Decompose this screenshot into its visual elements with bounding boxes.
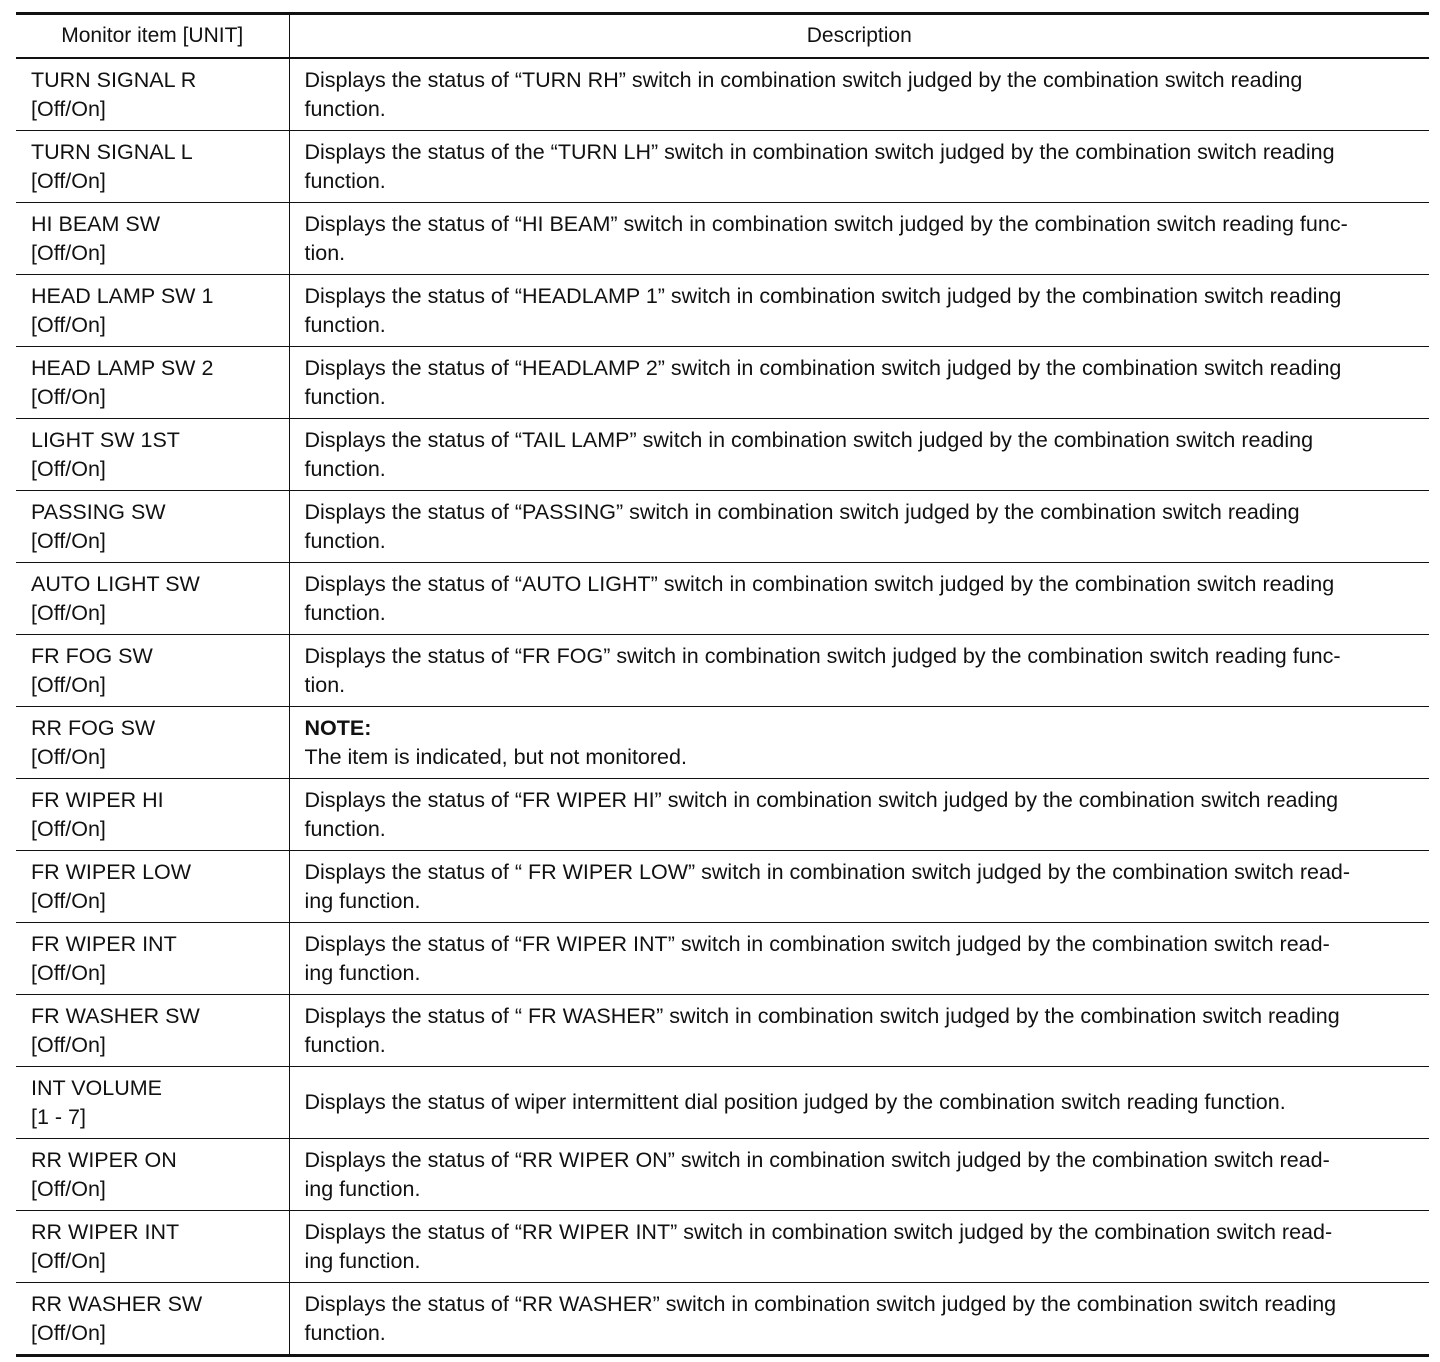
description-text-continued: function. [304, 528, 386, 553]
description-text: Displays the status of “HEADLAMP 2” switch in combination switch judged by the combination switch reading [304, 355, 1342, 380]
monitor-item-cell [16, 1139, 289, 1211]
monitor-item-name: FR WASHER SW [31, 1003, 200, 1028]
description-text: Displays the status of “FR WIPER INT” switch in combination switch judged by the combination switch read- [304, 931, 1330, 956]
monitor-item-name: PASSING SW [31, 499, 166, 524]
description-cell [289, 131, 1429, 203]
table-row [16, 203, 1429, 275]
monitor-item-cell [16, 1211, 289, 1283]
monitor-item-cell [16, 347, 289, 419]
table-row [16, 347, 1429, 419]
description-text-continued: function. [304, 96, 386, 121]
table-row [16, 275, 1429, 347]
description-cell [289, 1139, 1429, 1211]
description-text-continued: function. [304, 1032, 386, 1057]
description-text-continued: function. [304, 168, 386, 193]
monitor-item-unit: [Off/On] [31, 600, 106, 625]
monitor-item-name: FR FOG SW [31, 643, 153, 668]
table-row [16, 851, 1429, 923]
monitor-item-name: AUTO LIGHT SW [31, 571, 200, 596]
description-cell [289, 923, 1429, 995]
description-cell [289, 1067, 1429, 1139]
description-text: Displays the status of “TAIL LAMP” switch in combination switch judged by the combination switch reading [304, 427, 1314, 452]
monitor-item-unit: [Off/On] [31, 960, 106, 985]
monitor-item-name: RR FOG SW [31, 715, 156, 740]
table-header-row [16, 14, 1429, 59]
monitor-item-cell [16, 563, 289, 635]
header-description: Description [289, 14, 1429, 59]
description-text: Displays the status of the “TURN LH” switch in combination switch judged by the combination switch reading [304, 139, 1335, 164]
description-cell [289, 491, 1429, 563]
description-text: Displays the status of “PASSING” switch in combination switch judged by the combination switch reading [304, 499, 1300, 524]
monitor-item-unit: [1 - 7] [31, 1104, 86, 1129]
monitor-item-name: HI BEAM SW [31, 211, 161, 236]
monitor-item-name: RR WIPER INT [31, 1219, 180, 1244]
monitor-item-unit: [Off/On] [31, 240, 106, 265]
description-text: Displays the status of “RR WIPER INT” switch in combination switch judged by the combination switch read- [304, 1219, 1333, 1244]
monitor-item-cell [16, 923, 289, 995]
description-cell [289, 1211, 1429, 1283]
header-monitor-item: Monitor item [UNIT] [16, 14, 289, 59]
description-text-continued: ing function. [304, 1248, 421, 1273]
description-cell [289, 275, 1429, 347]
description-text-continued: tion. [304, 240, 346, 265]
description-text: The item is indicated, but not monitored. [304, 744, 687, 769]
description-text: Displays the status of “RR WASHER” switch in combination switch judged by the combination switch reading [304, 1291, 1337, 1316]
description-cell [289, 419, 1429, 491]
monitor-item-unit: [Off/On] [31, 672, 106, 697]
description-cell [289, 779, 1429, 851]
monitor-item-cell [16, 275, 289, 347]
monitor-item-cell [16, 779, 289, 851]
table-row [16, 563, 1429, 635]
description-cell [289, 203, 1429, 275]
description-text-continued: function. [304, 600, 386, 625]
description-cell [289, 707, 1429, 779]
monitor-item-unit: [Off/On] [31, 888, 106, 913]
monitor-item-cell [16, 58, 289, 131]
monitor-item-unit: [Off/On] [31, 312, 106, 337]
monitor-item-cell [16, 851, 289, 923]
table-row [16, 1139, 1429, 1211]
description-text: Displays the status of “AUTO LIGHT” switch in combination switch judged by the combination switch reading [304, 571, 1335, 596]
monitor-item-table-container [16, 12, 1429, 1357]
description-cell [289, 58, 1429, 131]
monitor-item-unit: [Off/On] [31, 744, 106, 769]
monitor-item-name: RR WIPER ON [31, 1147, 177, 1172]
monitor-item-unit: [Off/On] [31, 384, 106, 409]
description-cell [289, 995, 1429, 1067]
description-text: Displays the status of “FR WIPER HI” switch in combination switch judged by the combination switch reading [304, 787, 1339, 812]
table-row [16, 923, 1429, 995]
table-row [16, 635, 1429, 707]
monitor-item-cell [16, 491, 289, 563]
description-text: Displays the status of “RR WIPER ON” switch in combination switch judged by the combination switch read- [304, 1147, 1330, 1172]
monitor-item-name: LIGHT SW 1ST [31, 427, 180, 452]
table-row [16, 131, 1429, 203]
description-text-continued: function. [304, 816, 386, 841]
monitor-item-cell [16, 995, 289, 1067]
description-cell [289, 563, 1429, 635]
description-text-continued: function. [304, 312, 386, 337]
monitor-item-table [16, 12, 1429, 1357]
monitor-item-unit: [Off/On] [31, 1320, 106, 1345]
table-body [16, 58, 1429, 1356]
monitor-item-unit: [Off/On] [31, 96, 106, 121]
monitor-item-name: FR WIPER INT [31, 931, 177, 956]
description-text: Displays the status of wiper intermittent dial position judged by the combination switch reading function. [304, 1090, 1286, 1114]
table-row [16, 1211, 1429, 1283]
description-text: Displays the status of “TURN RH” switch in combination switch judged by the combination switch reading [304, 67, 1303, 92]
description-text: Displays the status of “ FR WIPER LOW” switch in combination switch judged by the combination switch read- [304, 859, 1351, 884]
monitor-item-cell [16, 131, 289, 203]
description-text-continued: tion. [304, 672, 346, 697]
description-text: Displays the status of “HI BEAM” switch in combination switch judged by the combination switch reading func- [304, 211, 1348, 236]
note-label: NOTE: [304, 715, 372, 740]
monitor-item-cell [16, 1067, 289, 1139]
description-text-continued: function. [304, 384, 386, 409]
monitor-item-name: INT VOLUME [31, 1075, 163, 1100]
table-row [16, 491, 1429, 563]
description-text-continued: ing function. [304, 1176, 421, 1201]
description-text: Displays the status of “ FR WASHER” switch in combination switch judged by the combination switch reading [304, 1003, 1340, 1028]
monitor-item-name: HEAD LAMP SW 1 [31, 283, 214, 308]
monitor-item-unit: [Off/On] [31, 456, 106, 481]
monitor-item-cell [16, 1283, 289, 1356]
description-cell [289, 635, 1429, 707]
description-text-continued: ing function. [304, 888, 421, 913]
description-text-continued: function. [304, 1320, 386, 1345]
monitor-item-cell [16, 635, 289, 707]
monitor-item-name: HEAD LAMP SW 2 [31, 355, 214, 380]
table-row [16, 995, 1429, 1067]
table-row [16, 779, 1429, 851]
monitor-item-unit: [Off/On] [31, 1248, 106, 1273]
table-row [16, 58, 1429, 131]
description-text-continued: function. [304, 456, 386, 481]
monitor-item-name: TURN SIGNAL R [31, 67, 197, 92]
monitor-item-cell [16, 419, 289, 491]
table-row [16, 1067, 1429, 1139]
monitor-item-cell [16, 707, 289, 779]
description-cell [289, 851, 1429, 923]
description-text: Displays the status of “HEADLAMP 1” switch in combination switch judged by the combination switch reading [304, 283, 1342, 308]
description-cell [289, 1283, 1429, 1356]
monitor-item-unit: [Off/On] [31, 816, 106, 841]
monitor-item-unit: [Off/On] [31, 1176, 106, 1201]
description-text: Displays the status of “FR FOG” switch in combination switch judged by the combination switch reading func- [304, 643, 1341, 668]
monitor-item-unit: [Off/On] [31, 168, 106, 193]
monitor-item-name: FR WIPER HI [31, 787, 164, 812]
monitor-item-cell [16, 203, 289, 275]
monitor-item-name: RR WASHER SW [31, 1291, 203, 1316]
description-text-continued: ing function. [304, 960, 421, 985]
description-cell [289, 347, 1429, 419]
monitor-item-unit: [Off/On] [31, 1032, 106, 1057]
monitor-item-name: FR WIPER LOW [31, 859, 192, 884]
monitor-item-name: TURN SIGNAL L [31, 139, 193, 164]
monitor-item-unit: [Off/On] [31, 528, 106, 553]
table-row [16, 707, 1429, 779]
table-row [16, 1283, 1429, 1356]
table-row [16, 419, 1429, 491]
